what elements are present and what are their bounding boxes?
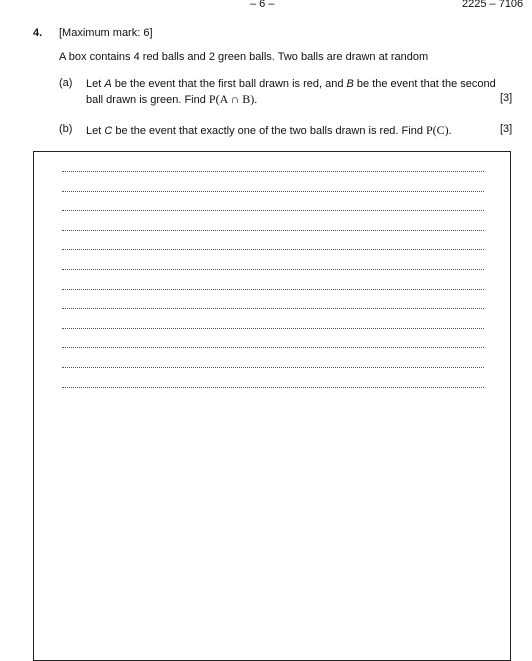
page-number: – 6 – [250, 0, 275, 10]
part-a-line-2: ball drawn is green. Find P(A ∩ B). [86, 92, 258, 106]
answer-line [62, 230, 484, 231]
question-stem: A box contains 4 red balls and 2 green balls. Two balls are drawn at random [59, 51, 429, 63]
answer-line [62, 347, 484, 348]
answer-line [62, 210, 484, 211]
answer-line [62, 289, 484, 290]
answer-line [62, 308, 484, 309]
part-b-label: (b) [59, 123, 73, 135]
answer-line [62, 171, 484, 172]
answer-line [62, 328, 484, 329]
event-c: C [104, 125, 113, 137]
maximum-mark: [Maximum mark: 6] [59, 27, 153, 39]
event-a: A [104, 78, 112, 90]
part-b-marks: [3] [500, 123, 513, 135]
event-b: B [346, 78, 354, 90]
answer-line [62, 269, 484, 270]
question-number: 4. [33, 27, 43, 39]
answer-line [62, 191, 484, 192]
answer-box[interactable] [33, 151, 511, 661]
part-b-expression: P(C). [426, 123, 452, 137]
answer-line [62, 367, 484, 368]
part-a-text [86, 77, 496, 108]
part-a-expression: P(A ∩ B). [208, 92, 258, 106]
part-a-label: (a) [59, 77, 73, 89]
document-code: 2225 – 7106 [462, 0, 524, 10]
answer-line [62, 249, 484, 250]
part-b-text: Let C be the event that exactly one of the two balls drawn is red. Find P(C). [86, 123, 452, 137]
part-a-marks: [3] [500, 92, 513, 104]
answer-line [62, 387, 484, 388]
part-a-line-1: Let A be the event that the first ball drawn is red, and B be the event that the second [86, 78, 496, 90]
